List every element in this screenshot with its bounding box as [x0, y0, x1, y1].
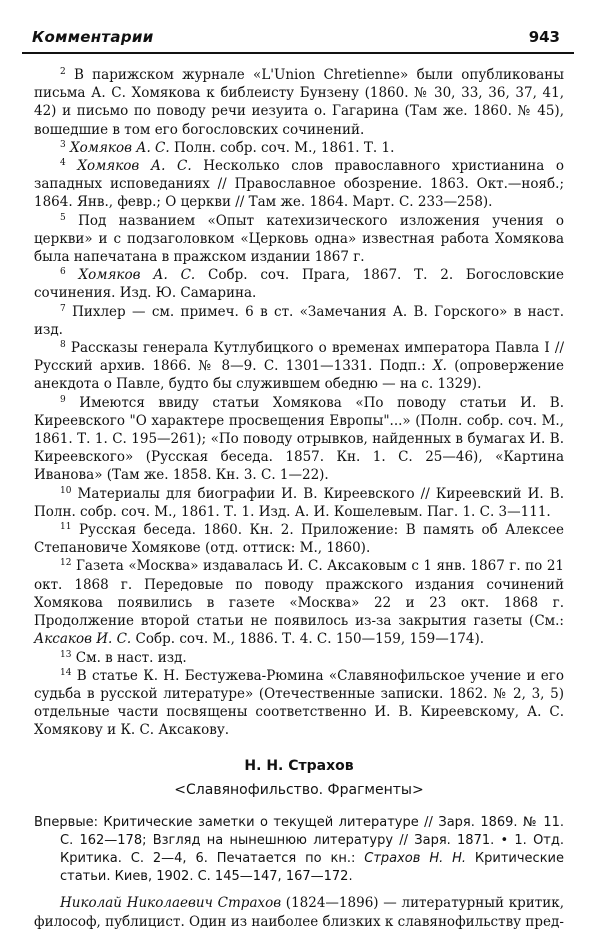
text-run: Под названием «Опыт катехизического изложения учения о церкви» и с подзаголовком «Церковь одна» известная работа Хомякова была напечатана в пражском издании 1867 г.: [34, 212, 565, 266]
italic-text: Хомяков А. С.: [70, 139, 170, 156]
footnote: [34, 649, 564, 667]
italic-text: Николай Николаевич Страхов: [60, 895, 282, 912]
text-run: Имеются ввиду статьи Хомякова «По поводу статьи И. В. Киреевского "О характере просвещения Европы"...» (Полн. собр. соч. М., 1861. Т. 1. С. 195—261); «По поводу отрывков, найденных в бумагах И. В. Киреевского» (Русская беседа. 1857. Кн. 1. С. 25—46), «Картина Иванова» (Там же. 1858. Кн. 3. С. 1—22).: [34, 394, 565, 484]
text-run: Газета «Москва» издавалась И. С. Аксаковым с 1 янв. 1867 г. по 21 окт. 1868 г. Передовые по поводу пражского издания сочинений Хомякова появились в газете «Москва» 22 и 23 окт. 1868 г. Продолжение второй статьи не появилось из-за закрытия газеты (См.:: [34, 558, 565, 630]
footnote-number: 12: [60, 558, 72, 569]
text-run: Рассказы генерала Кутлубицкого о временах императора Павла I // Русский архив. 1866. № 8—9. С. 1301—1331. Подп.:: [34, 340, 564, 375]
footnote: [34, 157, 564, 212]
footnote: [34, 266, 564, 302]
section-author: Н. Н. Страхов: [244, 757, 354, 774]
text-run: Критические статьи. Киев, 1902. С. 145—147, 167—172.: [60, 850, 564, 885]
header-title: Комментарии: [32, 28, 154, 46]
text-run: Впервые: Критические заметки о текущей литературе // Заря. 1869. № 11. С. 162—178; Взгляд на нынешнюю литературу // Заря. 1871. • 1. Отд. Критика. С. 2—4, 6. Печатается по кн.:: [34, 814, 564, 866]
italic-text: Хомяков А. С.: [77, 158, 192, 175]
footnote-number: 13: [60, 649, 72, 660]
footnote-number: 8: [60, 340, 66, 351]
footnote: [34, 212, 564, 267]
page-body: [34, 66, 564, 931]
footnote-number: 4: [60, 158, 66, 169]
text-run: Материалы для биографии И. В. Киреевского // Киреевский И. В. Полн. собр. соч. М., 1861. Т. 1. Изд. А. И. Кошелевым. Паг. 1. С. 3—111.: [34, 485, 564, 520]
text-run: Несколько слов православного христианина о западных исповеданиях // Православное обозрение. 1863. Окт.—нояб.; 1864. Янв., февр.; О церкви // Там же. 1864. Март. С. 233—258).: [34, 158, 565, 211]
footnote: [34, 557, 564, 648]
footnote-number: 5: [60, 212, 66, 223]
running-header: [22, 26, 574, 54]
footnote-number: 10: [60, 485, 72, 496]
footnote-number: 11: [60, 522, 72, 533]
text-run: Русская беседа. 1860. Кн. 2. Приложение: В память об Алексее Степановиче Хомякове (отд. оттиск: М., 1860).: [34, 522, 564, 557]
footnote: [34, 521, 564, 557]
source-citation: [34, 814, 564, 887]
section-subtitle: <Славянофильство. Фрагменты>: [174, 781, 424, 798]
italic-text: Х.: [432, 358, 447, 375]
italic-text: Хомяков А. С.: [78, 267, 196, 284]
text-run: (опровержение анекдота о Павле, будто бы служившем обедню — на с. 1329).: [34, 358, 565, 393]
text-run: Собр. соч. М., 1886. Т. 4. С. 150—159, 159—174).: [131, 631, 485, 648]
text-run: Собр. соч. Прага, 1867. Т. 2. Богословские сочинения. Изд. Ю. Самарина.: [34, 267, 565, 302]
footnote: [34, 485, 564, 521]
footnote: [34, 66, 564, 139]
text-run: Полн. собр. соч. М., 1861. Т. 1.: [169, 139, 395, 156]
page-number: 943: [528, 28, 560, 46]
footnote: [34, 339, 564, 394]
footnote: [34, 139, 564, 157]
footnote: [34, 394, 564, 485]
text-run: (1824—1896) — литературный критик, философ, публицист. Один из наиболее близких к славянофильству пред-: [34, 895, 564, 930]
footnote-number: 7: [60, 303, 66, 314]
footnote: [34, 303, 564, 339]
footnote-number: 6: [60, 267, 66, 278]
footnote-number: 14: [60, 667, 72, 678]
footnotes-list: [34, 66, 564, 740]
footnote-number: 2: [60, 67, 66, 77]
italic-text: Страхов Н. Н.: [364, 850, 467, 866]
footnote: [34, 667, 564, 740]
text-run: В статье К. Н. Бестужева-Рюмина «Славянофильское учение и его судьба в русской литературе» (Отечественные записки. 1862. № 2, 3, 5) отдельные части посвящены соответственно И. В. Киреевскому, А. С. Хомякову и К. С. Аксакову.: [34, 667, 564, 739]
italic-text: Аксаков И. С.: [34, 631, 132, 648]
footnote-number: 9: [60, 394, 66, 405]
footnote-number: 3: [60, 139, 66, 150]
intro-paragraph: [34, 894, 564, 930]
text-run: В парижском журнале «L'Union Chretienne» были опубликованы письма А. С. Хомякова к библеисту Бунзену (1860. № 30, 33, 36, 37, 41, 42) и письмо по поводу речи иезуита о. Гагарина (Там же. 1860. № 45), вошедшие в том его богословских сочинений.: [34, 67, 564, 138]
text-run: Пихлер — см. примеч. 6 в ст. «Замечания А. В. Горского» в наст. изд.: [34, 303, 565, 338]
text-run: См. в наст. изд.: [75, 649, 187, 666]
